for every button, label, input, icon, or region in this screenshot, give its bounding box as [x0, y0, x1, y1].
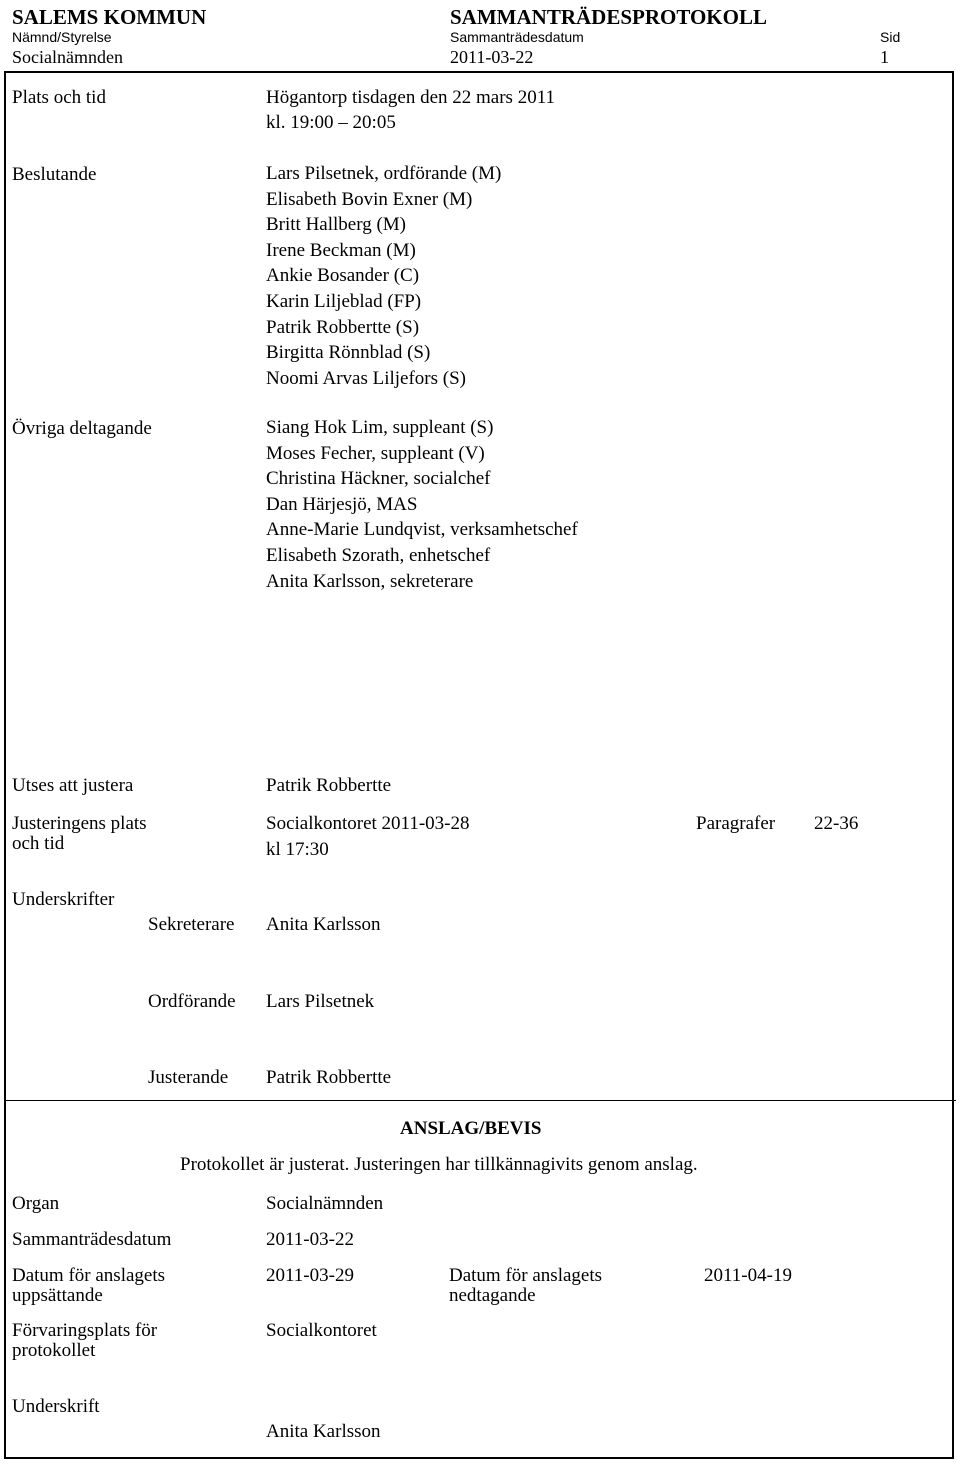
other-participant: Moses Fecher, suppleant (V): [266, 442, 485, 464]
removed-label-line1: Datum för anslagets: [449, 1265, 603, 1286]
meeting-date-label: Sammanträdesdatum: [450, 29, 584, 45]
deciding-member: Birgitta Rönnblad (S): [266, 342, 431, 364]
storage-label-line2: protokollet: [12, 1340, 96, 1361]
meeting-time: kl. 19:00 – 20:05: [266, 112, 396, 133]
chair-label: Ordförande: [148, 991, 236, 1012]
paragraphs-label: Paragrafer: [696, 813, 776, 834]
notice-meeting-date-label: Sammanträdesdatum: [12, 1229, 172, 1250]
page-label: Sid: [880, 29, 901, 45]
deciding-member: Patrik Robbertte (S): [266, 316, 420, 338]
other-participant: Siang Hok Lim, suppleant (S): [266, 417, 494, 438]
signatures-label: Underskrifter: [12, 889, 115, 910]
signature-label: Underskrift: [12, 1396, 100, 1417]
document-type: SAMMANTRÄDESPROTOKOLL: [450, 5, 767, 29]
notice-statement: Protokollet är justerat. Justeringen har tillkännagivits genom anslag.: [180, 1154, 698, 1175]
organ: Socialnämnden: [266, 1193, 384, 1214]
adjust-time: kl 17:30: [266, 839, 329, 860]
deciding-member: Irene Beckman (M): [266, 239, 416, 261]
secretary-name: Anita Karlsson: [266, 914, 381, 935]
bottom-border: [4, 1457, 954, 1459]
left-border: [4, 71, 6, 1459]
notice-title: ANSLAG/BEVIS: [400, 1118, 542, 1139]
deciding-member: Elisabeth Bovin Exner (M): [266, 188, 473, 210]
storage-label-line1: Förvaringsplats för: [12, 1320, 158, 1341]
right-border: [952, 71, 954, 1459]
meeting-date: 2011-03-22: [450, 47, 534, 67]
adjust-place-label-line2: och tid: [12, 833, 65, 854]
deciding-member: Lars Pilsetnek, ordförande (M): [266, 163, 502, 184]
other-participant: Christina Häckner, socialchef: [266, 468, 491, 490]
storage-label: [12, 1321, 157, 1361]
adjuster-label: Justerande: [148, 1067, 229, 1088]
board-name: Socialnämnden: [12, 47, 123, 67]
other-participant: Elisabeth Szorath, enhetschef: [266, 544, 491, 566]
municipality-name: SALEMS KOMMUN: [12, 5, 207, 29]
board-label: Nämnd/Styrelse: [12, 29, 112, 45]
adjust-place-label-line1: Justeringens plats: [12, 813, 147, 834]
removed-label-line2: nedtagande: [449, 1285, 536, 1306]
signature-name: Anita Karlsson: [266, 1421, 381, 1442]
notice-divider: [4, 1100, 956, 1101]
adjuster-name: Patrik Robbertte: [266, 1067, 392, 1088]
storage-place: Socialkontoret: [266, 1320, 377, 1341]
adjuster-appointed: Patrik Robbertte: [266, 775, 392, 796]
deciding-member: Karin Liljeblad (FP): [266, 290, 422, 312]
deciding-label: Beslutande: [12, 164, 97, 185]
removed-date: 2011-04-19: [704, 1265, 792, 1286]
posted-label-line1: Datum för anslagets: [12, 1265, 166, 1286]
posted-date: 2011-03-29: [266, 1265, 354, 1286]
paragraphs: 22-36: [814, 813, 859, 834]
notice-meeting-date: 2011-03-22: [266, 1229, 354, 1250]
adjust-place-label: [12, 814, 147, 854]
page-number: 1: [880, 47, 889, 67]
organ-label: Organ: [12, 1193, 60, 1214]
chair-name: Lars Pilsetnek: [266, 991, 375, 1012]
other-participant: Dan Härjesjö, MAS: [266, 493, 418, 515]
meeting-place: Högantorp tisdagen den 22 mars 2011: [266, 87, 555, 108]
other-participant: Anita Karlsson, sekreterare: [266, 570, 474, 592]
adjuster-appointed-label: Utses att justera: [12, 775, 134, 796]
other-participant: Anne-Marie Lundqvist, verksamhetschef: [266, 519, 578, 541]
deciding-member: Britt Hallberg (M): [266, 214, 407, 236]
posted-label: [12, 1266, 165, 1306]
others-label: Övriga deltagande: [12, 418, 152, 439]
deciding-member: Noomi Arvas Liljefors (S): [266, 367, 467, 389]
deciding-list: [266, 161, 501, 391]
adjust-place: Socialkontoret 2011-03-28: [266, 813, 470, 834]
deciding-member: Ankie Bosander (C): [266, 265, 420, 287]
posted-label-line2: uppsättande: [12, 1285, 103, 1306]
others-list: [266, 415, 578, 594]
place-label: Plats och tid: [12, 87, 106, 108]
removed-label: [449, 1266, 602, 1306]
secretary-label: Sekreterare: [148, 914, 235, 935]
header-divider: [4, 71, 954, 73]
